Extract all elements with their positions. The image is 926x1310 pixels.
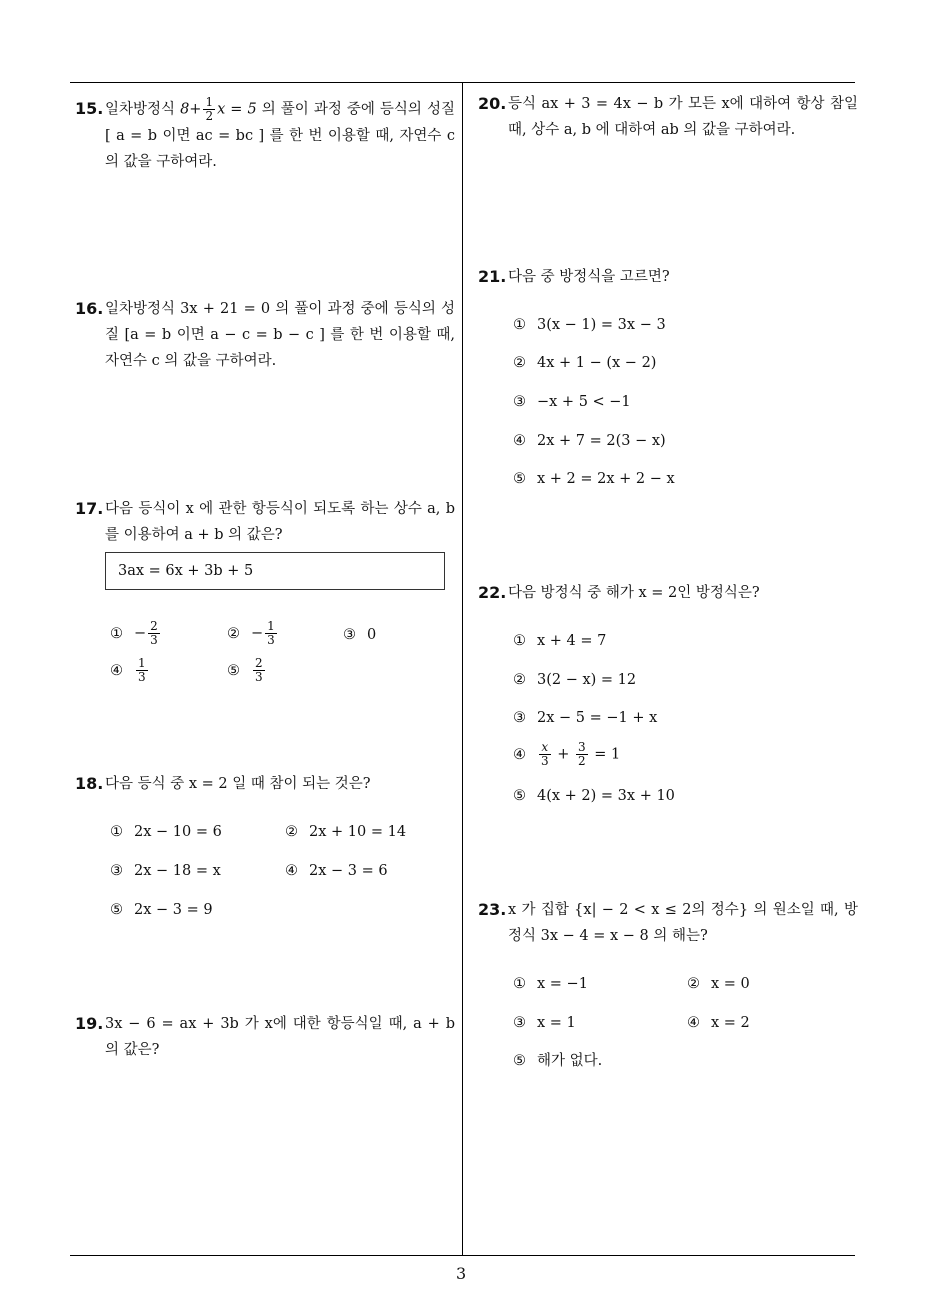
choice-4: ④ $\frac{1}{3}$	[110, 656, 146, 684]
question-21	[478, 264, 858, 290]
choice-4: ④ 2x − 3 = 6	[285, 863, 388, 879]
choice-5: ⑤ $\frac{2}{3}$	[227, 656, 263, 684]
choice-2: ② − $\frac{1}{3}$	[227, 619, 275, 647]
question-16	[75, 296, 455, 374]
question-text: 일차방정식 8+ $\frac{1}{2}$ x = 5 의 풀이 과정 중에 등식의 성질 [ a = b 이면 ac = bc ] 를 한 번 이용할 때, 자연수 c 의 값을 구하여라.	[105, 95, 455, 170]
choice-4: ④ $\frac{x}{3}$ + $\frac{3}{2}$ = 1	[513, 740, 621, 768]
choice-2: ② 4x + 1 − (x − 2)	[513, 355, 657, 371]
choice-3: ③ 0	[343, 627, 377, 643]
choice-1: ① 3(x − 1) = 3x − 3	[513, 317, 666, 333]
question-number: 18.	[75, 774, 104, 793]
fraction: $\frac{1}{2}$	[205, 95, 214, 123]
question-15	[75, 96, 455, 175]
choice-3: ③ −x + 5 < −1	[513, 394, 631, 410]
choice-2: ② 2x + 10 = 14	[285, 824, 407, 840]
choice-3: ③ 2x − 5 = −1 + x	[513, 710, 658, 726]
question-number: 16.	[75, 299, 104, 318]
choice-5: ⑤ x + 2 = 2x + 2 − x	[513, 471, 675, 487]
choice-2: ② x = 0	[687, 976, 750, 992]
question-text: 다음 등식 중 x = 2 일 때 참이 되는 것은?	[105, 776, 371, 792]
question-text: 다음 방정식 중 해가 x = 2인 방정식은?	[508, 585, 760, 601]
equation-box: 3ax = 6x + 3b + 5	[105, 552, 445, 590]
choice-5: ⑤ 해가 없다.	[513, 1053, 603, 1069]
question-text: 등식 ax + 3 = 4x − b 가 모든 x에 대하여 항상 참일 때, 상수 a, b 에 대하여 ab 의 값을 구하여라.	[508, 96, 858, 138]
choice-5: ⑤ 2x − 3 = 9	[110, 902, 213, 918]
choice-1: ① x = −1	[513, 976, 588, 992]
choice-1: ① x + 4 = 7	[513, 633, 607, 649]
question-19	[75, 1011, 455, 1063]
question-22	[478, 580, 858, 606]
question-number: 20.	[478, 94, 507, 113]
question-text: 다음 등식이 x 에 관한 항등식이 되도록 하는 상수 a, b 를 이용하여 a + b 의 값은?	[105, 501, 455, 543]
choice-3: ③ 2x − 18 = x	[110, 863, 221, 879]
question-number: 22.	[478, 583, 507, 602]
question-number: 23.	[478, 900, 507, 919]
question-number: 21.	[478, 267, 507, 286]
column-divider	[462, 83, 463, 1255]
choice-5: ⑤ 4(x + 2) = 3x + 10	[513, 788, 675, 804]
question-17	[75, 496, 455, 548]
choice-1: ① 2x − 10 = 6	[110, 824, 222, 840]
choice-2: ② 3(2 − x) = 12	[513, 672, 637, 688]
question-number: 19.	[75, 1014, 104, 1033]
question-20	[478, 91, 858, 143]
choice-4: ④ 2x + 7 = 2(3 − x)	[513, 433, 666, 449]
choice-1: ① − $\frac{2}{3}$	[110, 619, 158, 647]
question-23	[478, 897, 858, 949]
choice-4: ④ x = 2	[687, 1015, 750, 1031]
question-text: 다음 중 방정식을 고르면?	[508, 269, 670, 285]
question-number: 15.	[75, 99, 104, 118]
question-text: x 가 집합 {x| − 2 < x ≤ 2의 정수} 의 원소일 때, 방정식 3x − 4 = x − 8 의 해는?	[508, 902, 858, 944]
choice-3: ③ x = 1	[513, 1015, 576, 1031]
question-text: 3x − 6 = ax + 3b 가 x에 대한 항등식일 때, a + b 의 값은?	[105, 1016, 455, 1058]
question-text: 일차방정식 3x + 21 = 0 의 풀이 과정 중에 등식의 성질 [a = b 이면 a − c = b − c ] 를 한 번 이용할 때, 자연수 c 의 값을 구하여라.	[105, 301, 455, 369]
question-number: 17.	[75, 499, 104, 518]
question-18	[75, 771, 455, 797]
bottom-rule	[70, 1255, 855, 1256]
page-number: 3	[456, 1264, 467, 1283]
